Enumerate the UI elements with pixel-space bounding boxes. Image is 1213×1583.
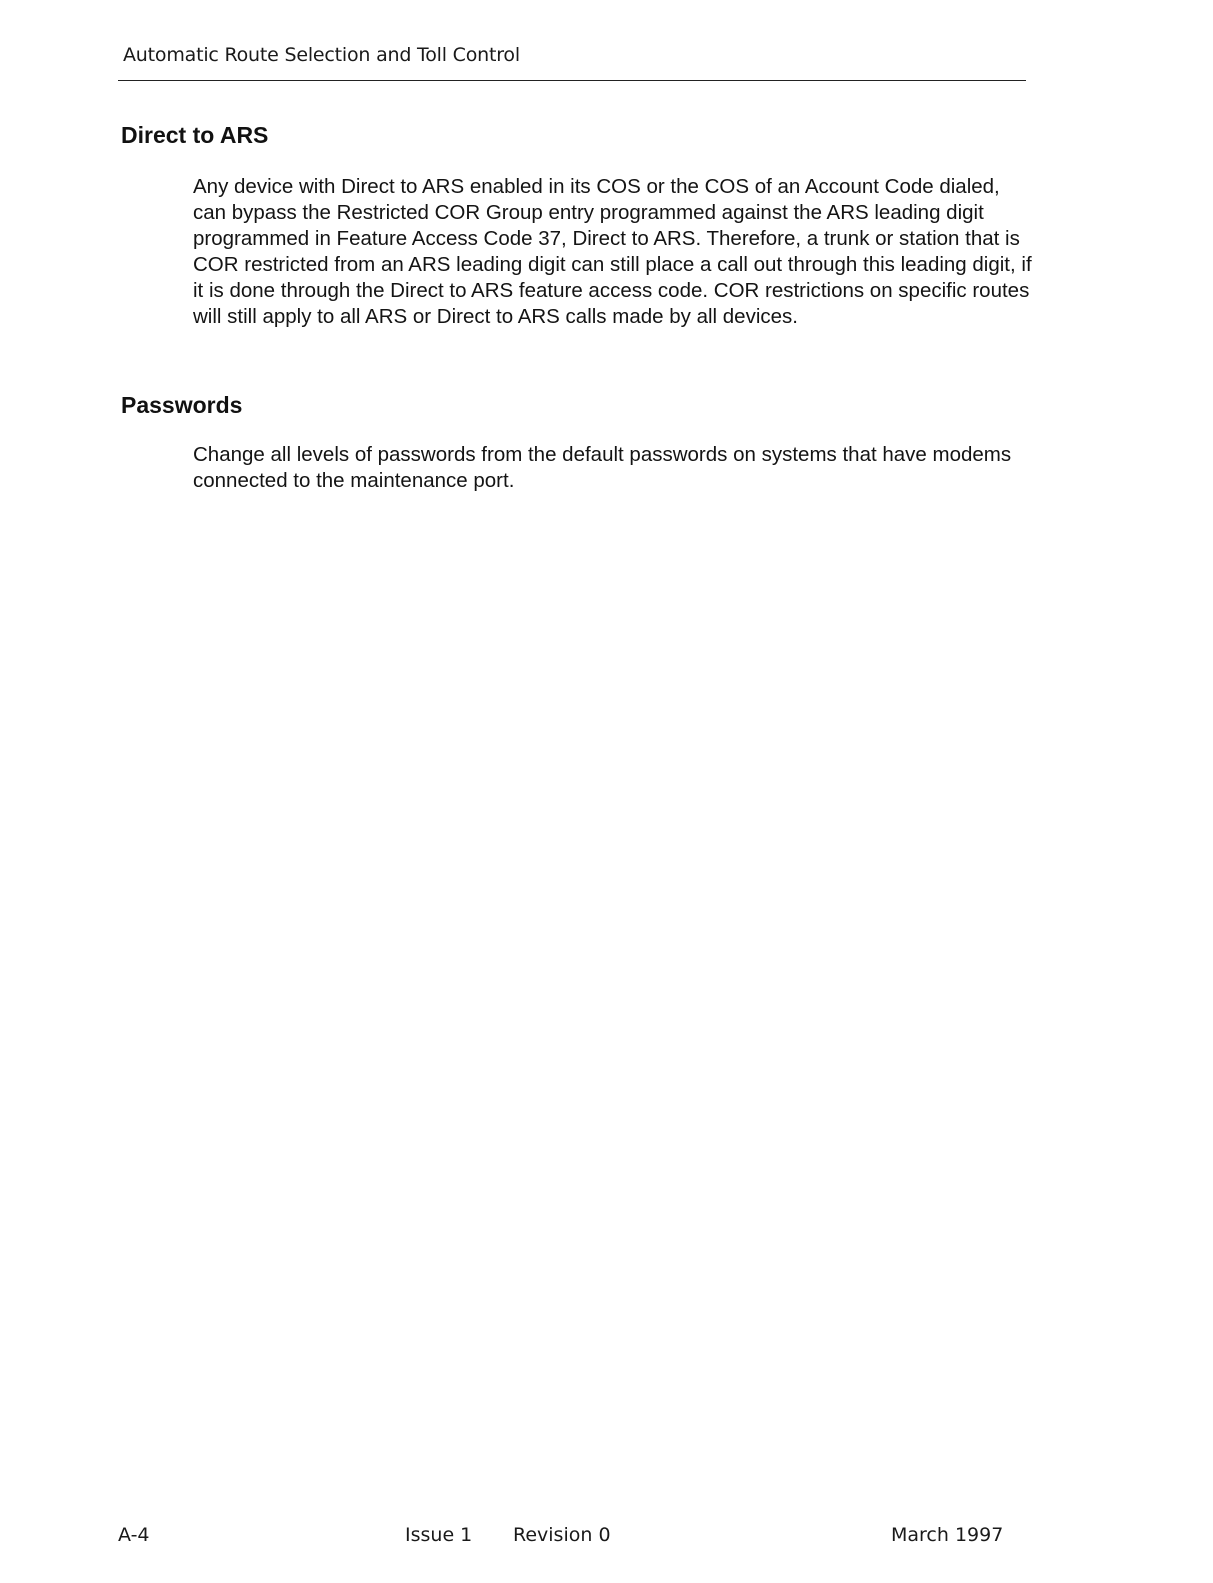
running-header: Automatic Route Selection and Toll Control (123, 44, 520, 66)
paragraph-passwords: Change all levels of passwords from the default passwords on systems that have modems connected to the maintenance port. (193, 443, 1012, 492)
paragraph-direct-to-ars: Any device with Direct to ARS enabled in its COS or the COS of an Account Code dialed, can bypass the Restricted COR Group entry programmed against the ARS leading digit programmed in Feature Access Code 37, Direct to ARS. Therefore, a trunk or station that is COR restricted from an ARS leading digit can still place a call out through this leading digit, if it is done through the Direct to ARS feature access code. COR restrictions on specific routes will still apply to all ARS or Direct to ARS calls made by all devices. (193, 175, 1032, 328)
footer-date: March 1997 (891, 1524, 1004, 1546)
section-heading-passwords: Passwords (121, 392, 243, 418)
footer-revision: Revision 0 (513, 1524, 611, 1546)
footer-page-number: A-4 (118, 1524, 150, 1546)
section-heading-direct-to-ars: Direct to ARS (121, 122, 269, 148)
footer-issue: Issue 1 (405, 1524, 473, 1546)
header-divider (118, 80, 1026, 81)
